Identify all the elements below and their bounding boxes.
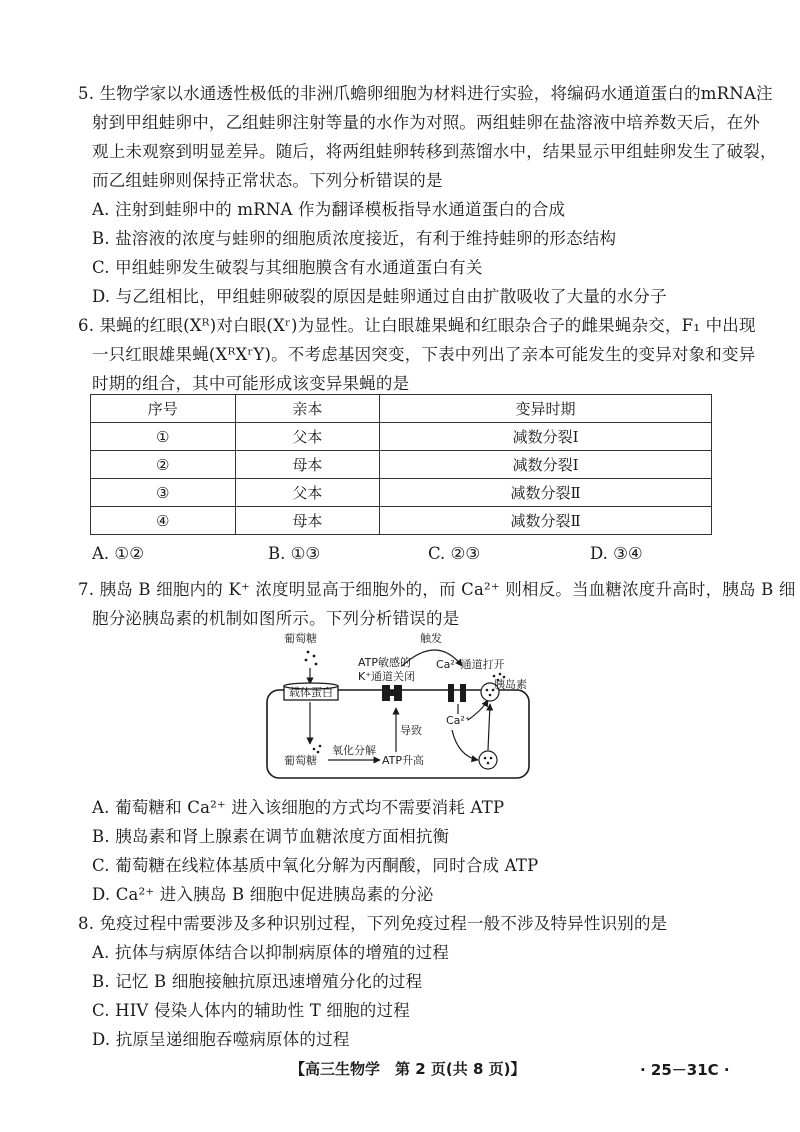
trigger-label: 触发: [420, 632, 442, 645]
q5-option-c: C. 甲组蛙卵发生破裂与其细胞膜含有水通道蛋白有关: [92, 258, 483, 277]
q5-stem-line: 5. 生物学家以水通透性极低的非洲爪蟾卵细胞为材料进行实验，将编码水通道蛋白的mRNA注: [78, 84, 773, 103]
q6-option-a: A. ①②: [92, 544, 144, 563]
q8-option-c: C. HIV 侵染人体内的辅助性 T 细胞的过程: [92, 1001, 410, 1020]
q8-option-a: A. 抗体与病原体结合以抑制病原体的增殖的过程: [92, 943, 450, 962]
oxidation-label: 氧化分解: [332, 744, 376, 757]
q5-stem-line: 而乙组蛙卵则保持正常状态。下列分析错误的是: [92, 171, 443, 190]
table-header-row: [91, 395, 712, 423]
lead-to-label: 导致: [400, 724, 422, 737]
table-cell: 减数分裂Ⅰ: [380, 451, 712, 479]
carrier-protein-label: 载体蛋白: [289, 686, 333, 699]
q5-option-d: D. 与乙组相比，甲组蛙卵破裂的原因是蛙卵通过自由扩散吸收了大量的水分子: [92, 287, 667, 306]
q5-option-a: A. 注射到蛙卵中的 mRNA 作为翻译模板指导水通道蛋白的合成: [92, 200, 566, 219]
q6-stem-line: 一只红眼雄果蝇(XᴿXʳY)。不考虑基因突变，下表中列出了亲本可能发生的变异对象和变异: [92, 345, 756, 364]
atp-rise-label: ATP升高: [382, 754, 425, 767]
table-header: 亲本: [235, 395, 380, 423]
table-header: 变异时期: [380, 395, 712, 423]
k-channel-label-2: K⁺通道关闭: [358, 670, 416, 683]
vesicle-icon: [479, 751, 497, 769]
q5-stem-line: 观上未观察到明显差异。随后，将两组蛙卵转移到蒸馏水中，结果显示甲组蛙卵发生了破裂，: [92, 142, 777, 161]
ca-channel-icon: [448, 684, 466, 702]
glucose-inside-dots-icon: [313, 745, 322, 754]
q8-option-d: D. 抗原呈递细胞吞噬病原体的过程: [92, 1030, 350, 1049]
q8-option-b: B. 记忆 B 细胞接触抗原迅速增殖分化的过程: [92, 972, 423, 991]
q5-option-b: B. 盐溶液的浓度与蛙卵的细胞质浓度接近，有利于维持蛙卵的形态结构: [92, 229, 617, 248]
q5-stem-line: 射到甲组蛙卵中，乙组蛙卵注射等量的水作为对照。两组蛙卵在盐溶液中培养数天后，在外: [92, 113, 760, 132]
table-cell: 减数分裂Ⅰ: [380, 423, 712, 451]
table-cell: 减数分裂Ⅱ: [380, 507, 712, 535]
q7-option-b: B. 胰岛素和肾上腺素在调节血糖浓度方面相抗衡: [92, 827, 450, 846]
table-cell: 父本: [235, 423, 380, 451]
page-footer-title: 【高三生物学 第 2 页(共 8 页)】: [290, 1060, 526, 1078]
q7-stem-line: 胞分泌胰岛素的机制如图所示。下列分析错误的是: [92, 609, 460, 628]
q6-stem-line: 时期的组合，其中可能形成该变异果蝇的是: [92, 374, 410, 393]
table-header: 序号: [91, 395, 236, 423]
table-cell: 母本: [235, 507, 380, 535]
table-cell: ④: [91, 507, 236, 535]
q7-option-c: C. 葡萄糖在线粒体基质中氧化分解为丙酮酸，同时合成 ATP: [92, 856, 539, 875]
page-footer-code: · 25－31C ·: [640, 1061, 730, 1079]
table-cell: ③: [91, 479, 236, 507]
table-cell: 母本: [235, 451, 380, 479]
q6-option-c: C. ②③: [428, 544, 481, 563]
ca-channel-label: Ca²⁺通道打开: [436, 658, 505, 671]
glucose-dots-icon: [305, 651, 318, 666]
q6-options: [92, 544, 732, 566]
glucose-outside-label: 葡萄糖: [284, 632, 317, 645]
q7-option-a: A. 葡萄糖和 Ca²⁺ 进入该细胞的方式均不需要消耗 ATP: [92, 798, 505, 817]
table-cell: ②: [91, 451, 236, 479]
k-channel-icon: [382, 685, 402, 701]
table-row: [91, 423, 712, 451]
insulin-label: 胰岛素: [494, 678, 527, 691]
table-cell: ①: [91, 423, 236, 451]
q7-stem-line: 7. 胰岛 B 细胞内的 K⁺ 浓度明显高于细胞外的，而 Ca²⁺ 则相反。当血糖浓度升高时，胰岛 B 细: [78, 580, 796, 599]
table-cell: 减数分裂Ⅱ: [380, 479, 712, 507]
table-row: [91, 479, 712, 507]
table-cell: 父本: [235, 479, 380, 507]
variation-table: [90, 394, 712, 535]
table-row: [91, 451, 712, 479]
glucose-inside-label: 葡萄糖: [284, 754, 317, 767]
ca-ion-label: Ca²⁺: [446, 714, 471, 727]
q6-option-d: D. ③④: [590, 544, 643, 563]
q6-option-b: B. ①③: [268, 544, 321, 563]
k-channel-label-1: ATP敏感的: [358, 656, 412, 669]
q6-stem-line: 6. 果蝇的红眼(Xᴿ)对白眼(Xʳ)为显性。让白眼雄果蝇和红眼杂合子的雌果蝇杂交，F₁ 中出现: [78, 316, 756, 335]
q8-stem-line: 8. 免疫过程中需要涉及多种识别过程，下列免疫过程一般不涉及特异性识别的是: [78, 914, 668, 933]
table-row: [91, 507, 712, 535]
insulin-secretion-figure: [262, 630, 532, 782]
q7-option-d: D. Ca²⁺ 进入胰岛 B 细胞中促进胰岛素的分泌: [92, 885, 434, 904]
